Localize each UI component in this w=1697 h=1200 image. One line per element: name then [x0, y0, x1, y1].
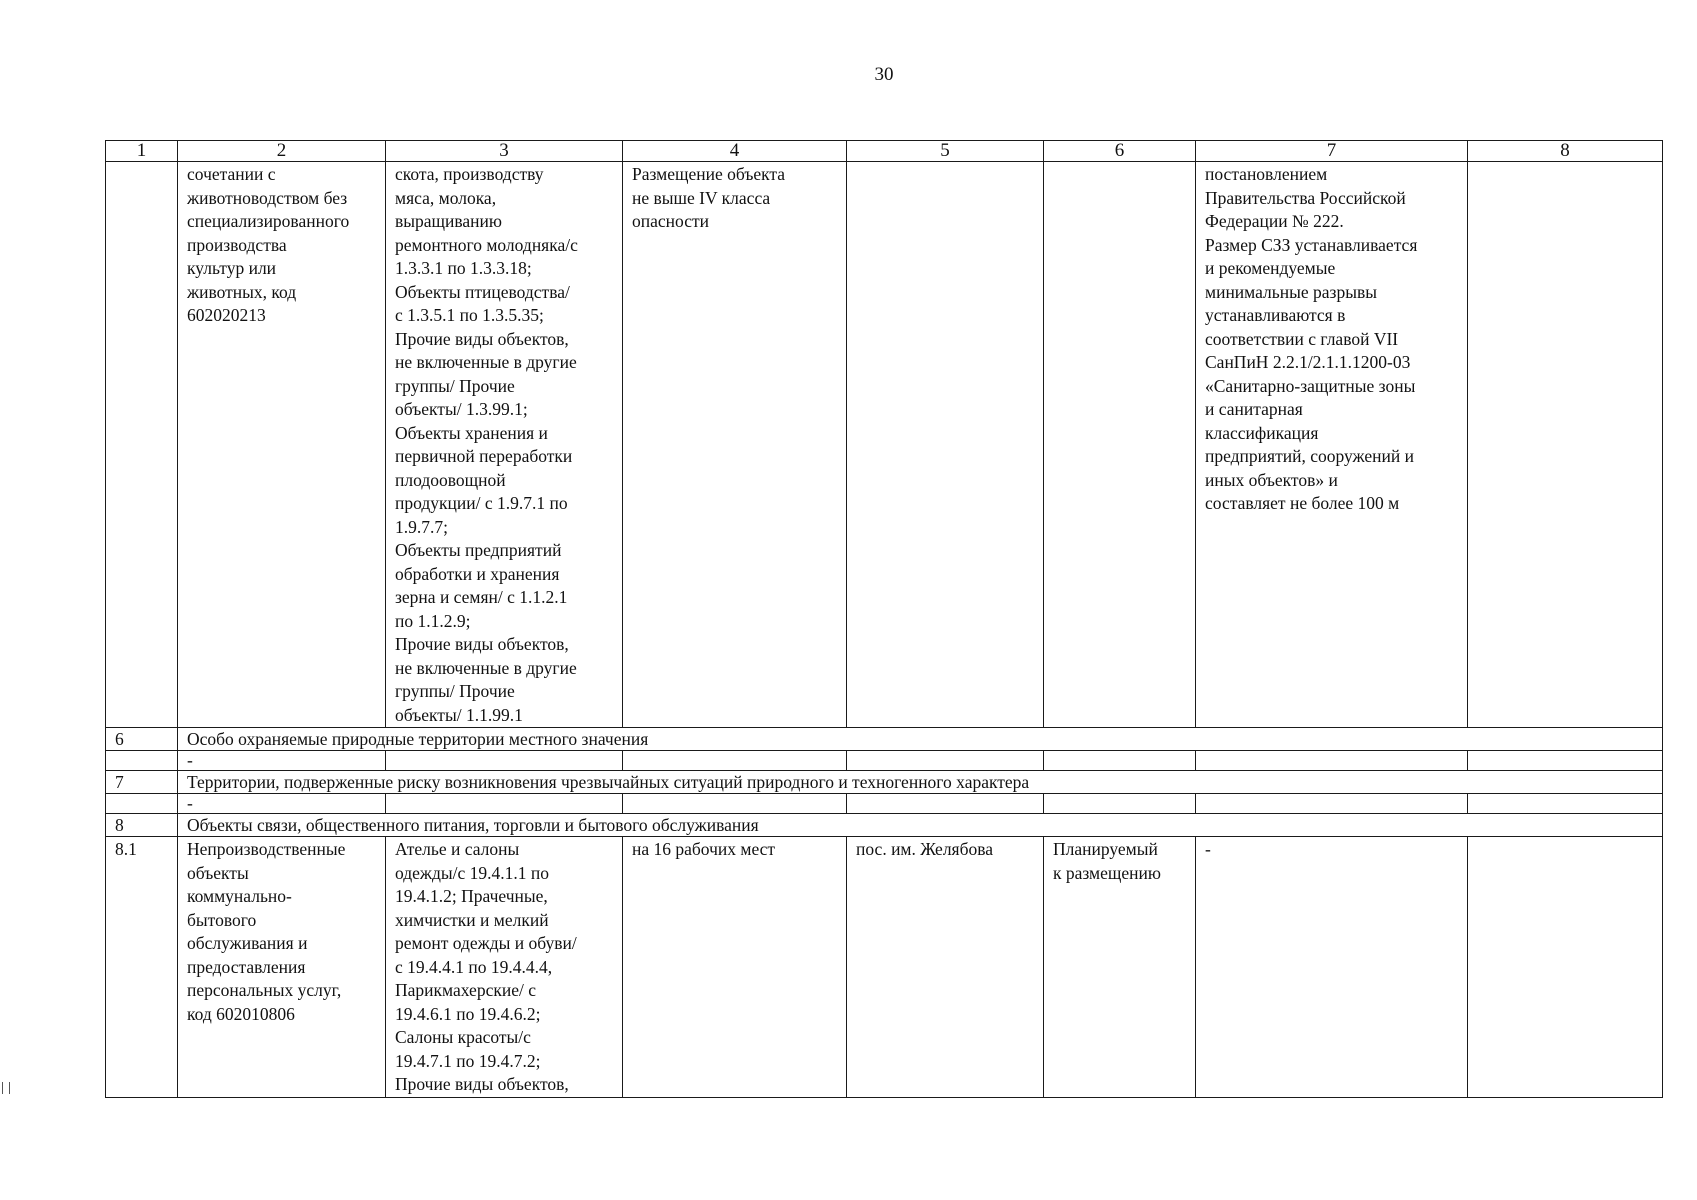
section-title: Объекты связи, общественного питания, торговли и бытового обслуживания	[178, 814, 1663, 837]
extra-cell	[1468, 162, 1663, 728]
section-row-6	[106, 728, 1663, 751]
object-types-cell: Ателье и салоны одежды/с 19.4.1.1 по 19.4.1.2; Прачечные, химчистки и мелкий ремонт одежды и обуви/ с 19.4.4.1 по 19.4.4.4, Парикмахерские/ с 19.4.6.1 по 19.4.6.2; Салоны красоты/с 19.4.7.1 по 19.4.7.2; Прочие виды объектов,	[386, 837, 623, 1098]
location-cell: пос. им. Желябова	[847, 837, 1044, 1098]
column-number: 2	[178, 141, 386, 162]
margin-mark	[2, 1082, 10, 1094]
section-title: Территории, подверженные риску возникновения чрезвычайных ситуаций природного и техногенного характера	[178, 771, 1663, 794]
object-types-cell: скота, производству мяса, молока, выращиванию ремонтного молодняка/с 1.3.3.1 по 1.3.3.18; Объекты птицеводства/ с 1.3.5.1 по 1.3.5.35; Прочие виды объектов, не включенные в другие группы/ Прочие объекты/ 1.3.99.1; Объекты хранения и первичной переработки плодоовощной продукции/ с 1.9.7.1 по 1.9.7.7; Объекты предприятий обработки и хранения зерна и семян/ с 1.1.2.1 по 1.1.2.9; Прочие виды объектов, не включенные в другие группы/ Прочие объекты/ 1.1.99.1	[386, 162, 623, 728]
column-numbers-row	[106, 141, 1663, 162]
status-cell: Планируемый к размещению	[1044, 837, 1196, 1098]
section-row-7	[106, 771, 1663, 794]
column-number: 6	[1044, 141, 1196, 162]
table-row-8-1	[106, 837, 1663, 1098]
row-number-cell	[106, 162, 178, 728]
characteristics-cell: Размещение объекта не выше IV класса опасности	[623, 162, 847, 728]
page-number: 30	[874, 64, 894, 85]
characteristics-cell: на 16 рабочих мест	[623, 837, 847, 1098]
table-row	[106, 751, 1663, 771]
extra-cell	[1468, 837, 1663, 1098]
document-table	[105, 140, 1663, 1098]
object-name-cell: сочетании с животноводством без специализированного производства культур или животных, код 602020213	[178, 162, 386, 728]
column-number: 8	[1468, 141, 1663, 162]
table-row	[106, 794, 1663, 814]
location-cell	[847, 162, 1044, 728]
table-row-continued	[106, 162, 1663, 728]
column-number: 5	[847, 141, 1044, 162]
column-number: 3	[386, 141, 623, 162]
zones-cell: постановлением Правительства Российской Федерации № 222. Размер СЗЗ устанавливается и рекомендуемые минимальные разрывы устанавливаются в соответствии с главой VII СанПиН 2.2.1/2.1.1.1200-03 «Санитарно-защитные зоны и санитарная классификация предприятий, сооружений и иных объектов» и составляет не более 100 м	[1196, 162, 1468, 728]
column-number: 7	[1196, 141, 1468, 162]
status-cell	[1044, 162, 1196, 728]
column-number: 4	[623, 141, 847, 162]
object-name-cell: Непроизводственные объекты коммунально- бытового обслуживания и предоставления персональных услуг, код 602010806	[178, 837, 386, 1098]
column-number: 1	[106, 141, 178, 162]
section-number: 8	[106, 814, 178, 837]
row-number-cell: 8.1	[106, 837, 178, 1098]
section-row-8	[106, 814, 1663, 837]
empty-value: -	[178, 794, 386, 814]
section-number: 7	[106, 771, 178, 794]
zones-cell: -	[1196, 837, 1468, 1098]
section-number: 6	[106, 728, 178, 751]
section-title: Особо охраняемые природные территории местного значения	[178, 728, 1663, 751]
empty-value: -	[178, 751, 386, 771]
